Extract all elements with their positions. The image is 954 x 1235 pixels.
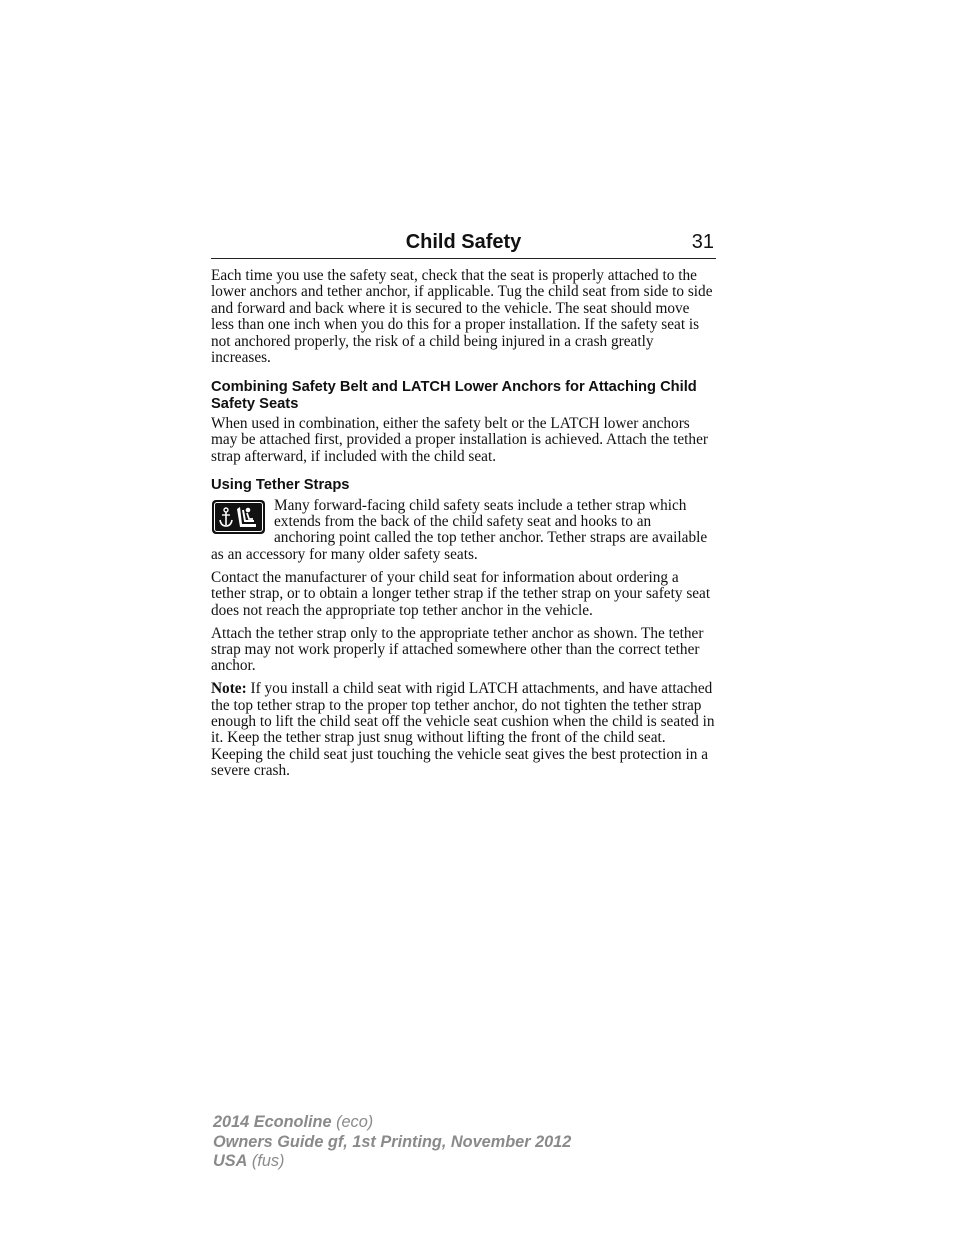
footer-line-1	[213, 1113, 571, 1133]
footer-market-code: (fus)	[247, 1152, 285, 1170]
note-paragraph	[211, 681, 716, 779]
footer-guide-info: Owners Guide gf, 1st Printing, November 2012	[213, 1132, 572, 1151]
page-number: 31	[691, 231, 714, 253]
intro-paragraph: Each time you use the safety seat, check that the seat is properly attached to the lower anchors and tether anchor, if applicable. Tug the child seat from side to side and forward and back where it is secured to the vehicle. The seat should move less than one inch when you do this for a proper installation. If the safety seat is not anchored properly, the risk of a child being injured in a crash greatly increases.	[211, 267, 713, 367]
child-seat-tether-anchor-icon	[212, 500, 265, 534]
combining-paragraph: When used in combination, either the safety belt or the LATCH lower anchors may be attached first, provided a proper installation is achieved. Attach the tether strap afterward, if included with the child seat.	[211, 414, 708, 465]
tether-paragraph-1: Many forward-facing child safety seats include a tether strap which extends from the back of the child safety seat and hooks to an anchoring point called the top tether anchor. Tether straps are available as an accessory for many older safety seats.	[211, 496, 708, 563]
note-text: If you install a child seat with rigid LATCH attachments, and have attached the top tether strap to the proper top tether anchor, do not tighten the tether strap enough to lift the child seat off the vehicle seat cushion when the child is seated in it. Keep the tether strap just snug without lifting the front of the child seat. Keeping the child seat just touching the vehicle seat gives the best protection in a severe crash.	[211, 680, 715, 780]
tether-paragraph-3: Attach the tether strap only to the appropriate tether anchor as shown. The tether strap may not work properly if attached somewhere other than the correct tether anchor.	[211, 624, 704, 675]
tether-paragraph-2: Contact the manufacturer of your child seat for information about ordering a tether strap, or to obtain a longer tether strap if the tether strap on your safety seat does not reach the appropriate top tether anchor in the vehicle.	[211, 568, 711, 619]
main-content	[211, 268, 716, 780]
footer-market: USA	[213, 1152, 248, 1170]
footer-model: 2014 Econoline	[213, 1113, 332, 1131]
section-title: Child Safety	[405, 231, 522, 253]
footer-line-3	[213, 1152, 571, 1172]
footer-line-2	[213, 1133, 571, 1153]
footer-model-code: (eco)	[331, 1113, 374, 1131]
note-label: Note:	[211, 680, 247, 698]
page-footer	[213, 1113, 571, 1172]
heading-using-tether-straps: Using Tether Straps	[211, 477, 350, 494]
heading-combining-belt-latch: Combining Safety Belt and LATCH Lower Anchors for Attaching Child Safety Seats	[211, 378, 697, 412]
page-header	[211, 228, 716, 259]
